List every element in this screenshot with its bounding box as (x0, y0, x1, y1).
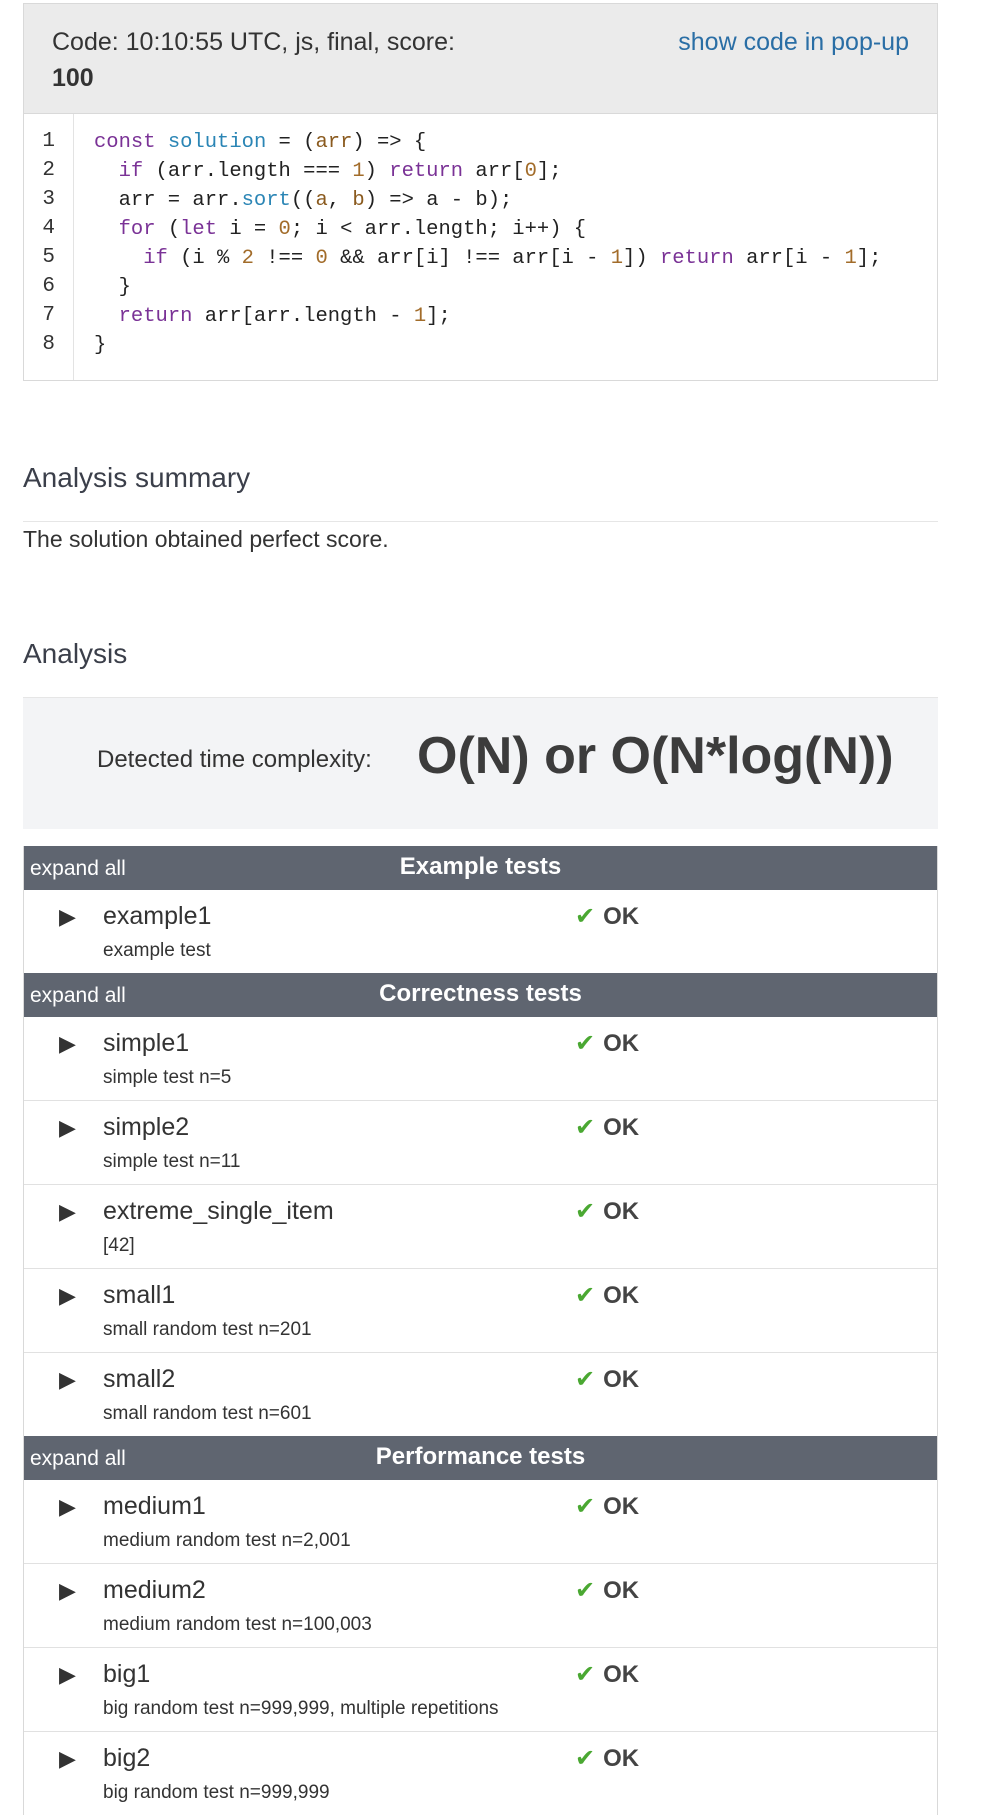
check-icon: ✔ (575, 1282, 596, 1309)
test-row[interactable] (24, 890, 937, 973)
expand-triangle-icon[interactable]: ▶ (59, 1578, 76, 1603)
code-line: if (i % 2 !== 0 && arr[i] !== arr[i - 1]) return arr[i - 1]; (143, 247, 882, 270)
test-name: example1 (103, 902, 212, 930)
code-title (52, 24, 502, 96)
test-row[interactable] (24, 1017, 937, 1101)
test-desc: big random test n=999,999 (103, 1782, 330, 1803)
test-row[interactable] (24, 1101, 937, 1185)
code-line: arr = arr.sort((a, b) => a - b); (94, 189, 513, 212)
test-desc: simple test n=11 (103, 1151, 241, 1172)
analysis-summary-text: The solution obtained perfect score. (23, 526, 389, 552)
test-desc: big random test n=999,999, multiple repetitions (103, 1698, 499, 1719)
code-header (24, 4, 937, 114)
test-row[interactable] (24, 1269, 937, 1353)
expand-all-button[interactable]: expand all (30, 984, 126, 1007)
status-text: OK (603, 1661, 640, 1688)
expand-all-button[interactable]: expand all (30, 857, 126, 880)
line-number: 5 (42, 246, 55, 269)
status-text: OK (603, 1030, 640, 1057)
check-icon: ✔ (575, 1198, 596, 1225)
line-number-gutter (24, 114, 74, 380)
expand-triangle-icon[interactable]: ▶ (59, 1031, 76, 1056)
group-title: Performance tests (375, 1443, 586, 1470)
check-icon: ✔ (575, 1745, 596, 1772)
line-number: 2 (42, 159, 55, 182)
test-status (575, 1660, 639, 1689)
expand-triangle-icon[interactable]: ▶ (59, 1115, 76, 1140)
line-number: 8 (42, 333, 55, 356)
analysis-title: Analysis (23, 638, 128, 669)
test-name: big1 (103, 1660, 151, 1688)
code-editor (24, 114, 937, 380)
page (23, 3, 938, 1803)
group-title: Correctness tests (379, 980, 582, 1007)
test-desc: small random test n=201 (103, 1319, 312, 1340)
check-icon: ✔ (575, 1577, 596, 1604)
test-status (575, 1197, 639, 1226)
status-text: OK (603, 1198, 640, 1225)
line-number: 6 (42, 275, 55, 298)
complexity-value: O(N) or O(N*log(N)) (417, 727, 894, 785)
line-number: 1 (42, 130, 55, 153)
code-line: if (arr.length === 1) return arr[0]; (118, 160, 562, 183)
test-name: medium1 (103, 1492, 206, 1520)
check-icon: ✔ (575, 1030, 596, 1057)
code-line: } (94, 334, 107, 357)
test-name: medium2 (103, 1576, 206, 1604)
status-text: OK (603, 1114, 640, 1141)
expand-triangle-icon[interactable]: ▶ (59, 1662, 76, 1687)
test-status (575, 1113, 639, 1142)
status-text: OK (603, 1282, 640, 1309)
code-line: return arr[arr.length - 1]; (118, 305, 451, 328)
group-header-example (24, 846, 937, 890)
check-icon: ✔ (575, 903, 596, 930)
line-number: 7 (42, 304, 55, 327)
test-desc: simple test n=5 (103, 1067, 232, 1088)
group-header-correctness (24, 973, 937, 1017)
status-text: OK (603, 1366, 640, 1393)
test-status (575, 1744, 639, 1773)
expand-all-button[interactable]: expand all (30, 1447, 126, 1470)
test-row[interactable] (24, 1564, 937, 1648)
expand-triangle-icon[interactable]: ▶ (59, 1494, 76, 1519)
code-line: for (let i = 0; i < arr.length; i++) { (118, 218, 587, 241)
tests-table (23, 846, 938, 1815)
test-name: small2 (103, 1365, 176, 1393)
divider (23, 521, 938, 522)
test-name: simple2 (103, 1113, 190, 1141)
status-text: OK (603, 1577, 640, 1604)
expand-triangle-icon[interactable]: ▶ (59, 904, 76, 929)
line-number: 3 (42, 188, 55, 211)
test-status (575, 1281, 639, 1310)
test-status (575, 1492, 639, 1521)
test-row[interactable] (24, 1480, 937, 1564)
test-status (575, 1365, 639, 1394)
test-status (575, 902, 639, 931)
test-desc: example test (103, 940, 211, 961)
test-desc: medium random test n=100,003 (103, 1614, 372, 1635)
test-name: big2 (103, 1744, 151, 1772)
test-desc: [42] (103, 1235, 135, 1256)
test-row[interactable] (24, 1185, 937, 1269)
code-panel (23, 3, 938, 381)
test-row[interactable] (24, 1648, 937, 1732)
test-row[interactable] (24, 1353, 937, 1436)
test-status (575, 1029, 639, 1058)
test-name: simple1 (103, 1029, 190, 1057)
test-desc: small random test n=601 (103, 1403, 312, 1424)
expand-triangle-icon[interactable]: ▶ (59, 1367, 76, 1392)
expand-triangle-icon[interactable]: ▶ (59, 1283, 76, 1308)
test-desc: medium random test n=2,001 (103, 1530, 351, 1551)
check-icon: ✔ (575, 1366, 596, 1393)
complexity-box (23, 697, 938, 829)
test-row[interactable] (24, 1732, 937, 1815)
test-status (575, 1576, 639, 1605)
test-name: extreme_single_item (103, 1197, 334, 1225)
group-header-performance (24, 1436, 937, 1480)
expand-triangle-icon[interactable]: ▶ (59, 1199, 76, 1224)
status-text: OK (603, 1745, 640, 1772)
complexity-label: Detected time complexity: (97, 746, 372, 773)
check-icon: ✔ (575, 1114, 596, 1141)
score-value: 100 (52, 64, 94, 92)
show-code-popup-link[interactable]: show code in pop-up (678, 28, 909, 56)
test-name: small1 (103, 1281, 176, 1309)
code-line: } (94, 276, 131, 299)
check-icon: ✔ (575, 1493, 596, 1520)
expand-triangle-icon[interactable]: ▶ (59, 1746, 76, 1771)
analysis-summary-title: Analysis summary (23, 462, 251, 493)
line-number: 4 (42, 217, 55, 240)
status-text: OK (603, 1493, 640, 1520)
status-text: OK (603, 903, 640, 930)
code-title-text: Code: 10:10:55 UTC, js, final, score: (52, 28, 455, 56)
group-title: Example tests (399, 853, 562, 880)
check-icon: ✔ (575, 1661, 596, 1688)
code-line: const solution = (arr) => { (94, 131, 427, 154)
